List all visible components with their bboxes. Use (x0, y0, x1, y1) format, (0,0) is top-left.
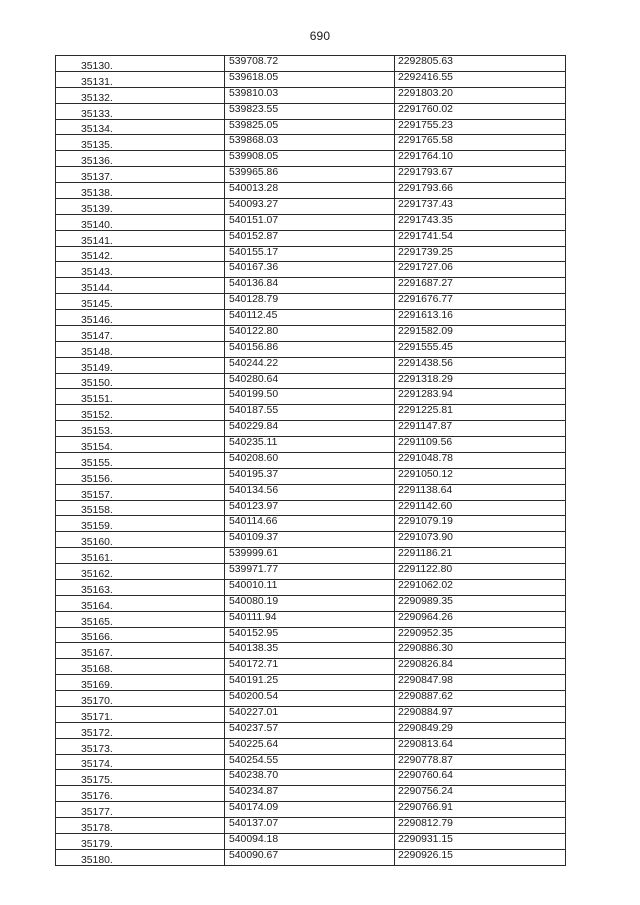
table-row (56, 849, 566, 865)
table-row (56, 643, 566, 659)
table-row (56, 103, 566, 119)
y-coordinate-cell: 2290926.15 (395, 849, 566, 865)
x-coordinate-cell: 540234.87 (225, 786, 395, 802)
point-number-cell: 35168. (56, 659, 225, 675)
x-coordinate-cell: 540080.19 (225, 595, 395, 611)
point-number-cell: 35147. (56, 325, 225, 341)
x-coordinate-cell: 540155.17 (225, 246, 395, 262)
point-number-cell: 35141. (56, 230, 225, 246)
x-coordinate-cell: 540280.64 (225, 373, 395, 389)
y-coordinate-cell: 2290886.30 (395, 643, 566, 659)
x-coordinate-cell: 539971.77 (225, 564, 395, 580)
table-body (56, 56, 566, 866)
y-coordinate-cell: 2291048.78 (395, 452, 566, 468)
y-coordinate-cell: 2291582.09 (395, 325, 566, 341)
y-coordinate-cell: 2291793.66 (395, 183, 566, 199)
y-coordinate-cell: 2291283.94 (395, 389, 566, 405)
y-coordinate-cell: 2291318.29 (395, 373, 566, 389)
y-coordinate-cell: 2290884.97 (395, 706, 566, 722)
y-coordinate-cell: 2291737.43 (395, 198, 566, 214)
table-row (56, 833, 566, 849)
table-row (56, 71, 566, 87)
table-row (56, 706, 566, 722)
y-coordinate-cell: 2291739.25 (395, 246, 566, 262)
point-number-cell: 35179. (56, 833, 225, 849)
x-coordinate-cell: 539618.05 (225, 71, 395, 87)
point-number-cell: 35146. (56, 310, 225, 326)
y-coordinate-cell: 2291438.56 (395, 357, 566, 373)
y-coordinate-cell: 2290812.79 (395, 818, 566, 834)
table-row (56, 754, 566, 770)
x-coordinate-cell: 540237.57 (225, 722, 395, 738)
point-number-cell: 35142. (56, 246, 225, 262)
table-row (56, 151, 566, 167)
point-number-cell: 35130. (56, 56, 225, 72)
table-row (56, 325, 566, 341)
x-coordinate-cell: 540134.56 (225, 484, 395, 500)
x-coordinate-cell: 540137.07 (225, 818, 395, 834)
y-coordinate-cell: 2290887.62 (395, 691, 566, 707)
y-coordinate-cell: 2290766.91 (395, 802, 566, 818)
table-row (56, 579, 566, 595)
table-row (56, 500, 566, 516)
x-coordinate-cell: 540013.28 (225, 183, 395, 199)
coordinates-table (55, 55, 566, 866)
x-coordinate-cell: 540094.18 (225, 833, 395, 849)
point-number-cell: 35133. (56, 103, 225, 119)
x-coordinate-cell: 540122.80 (225, 325, 395, 341)
x-coordinate-cell: 540093.27 (225, 198, 395, 214)
y-coordinate-cell: 2291122.80 (395, 564, 566, 580)
table-row (56, 468, 566, 484)
point-number-cell: 35164. (56, 595, 225, 611)
point-number-cell: 35159. (56, 516, 225, 532)
table-row (56, 818, 566, 834)
y-coordinate-cell: 2290813.64 (395, 738, 566, 754)
y-coordinate-cell: 2290989.35 (395, 595, 566, 611)
y-coordinate-cell: 2290847.98 (395, 675, 566, 691)
table-row (56, 246, 566, 262)
point-number-cell: 35135. (56, 135, 225, 151)
x-coordinate-cell: 540123.97 (225, 500, 395, 516)
point-number-cell: 35172. (56, 722, 225, 738)
point-number-cell: 35157. (56, 484, 225, 500)
point-number-cell: 35165. (56, 611, 225, 627)
y-coordinate-cell: 2291138.64 (395, 484, 566, 500)
page-number: 690 (309, 29, 331, 43)
table-row (56, 214, 566, 230)
point-number-cell: 35173. (56, 738, 225, 754)
table-row (56, 548, 566, 564)
point-number-cell: 35167. (56, 643, 225, 659)
point-number-cell: 35169. (56, 675, 225, 691)
x-coordinate-cell: 540172.71 (225, 659, 395, 675)
x-coordinate-cell: 540136.84 (225, 278, 395, 294)
table-row (56, 167, 566, 183)
point-number-cell: 35140. (56, 214, 225, 230)
y-coordinate-cell: 2292805.63 (395, 56, 566, 72)
table-row (56, 722, 566, 738)
x-coordinate-cell: 540229.84 (225, 421, 395, 437)
point-number-cell: 35143. (56, 262, 225, 278)
x-coordinate-cell: 540191.25 (225, 675, 395, 691)
x-coordinate-cell: 540010.11 (225, 579, 395, 595)
y-coordinate-cell: 2291109.56 (395, 437, 566, 453)
x-coordinate-cell: 540187.55 (225, 405, 395, 421)
y-coordinate-cell: 2290931.15 (395, 833, 566, 849)
y-coordinate-cell: 2291793.67 (395, 167, 566, 183)
x-coordinate-cell: 540200.54 (225, 691, 395, 707)
y-coordinate-cell: 2291062.02 (395, 579, 566, 595)
point-number-cell: 35176. (56, 786, 225, 802)
x-coordinate-cell: 540128.79 (225, 294, 395, 310)
table-row (56, 183, 566, 199)
table-row (56, 56, 566, 72)
table-row (56, 484, 566, 500)
y-coordinate-cell: 2291079.19 (395, 516, 566, 532)
y-coordinate-cell: 2291555.45 (395, 341, 566, 357)
x-coordinate-cell: 540225.64 (225, 738, 395, 754)
point-number-cell: 35151. (56, 389, 225, 405)
table-row (56, 262, 566, 278)
point-number-cell: 35148. (56, 341, 225, 357)
table-row (56, 87, 566, 103)
point-number-cell: 35175. (56, 770, 225, 786)
x-coordinate-cell: 539965.86 (225, 167, 395, 183)
y-coordinate-cell: 2292416.55 (395, 71, 566, 87)
y-coordinate-cell: 2291741.54 (395, 230, 566, 246)
point-number-cell: 35155. (56, 452, 225, 468)
point-number-cell: 35171. (56, 706, 225, 722)
y-coordinate-cell: 2290756.24 (395, 786, 566, 802)
x-coordinate-cell: 539708.72 (225, 56, 395, 72)
table-row (56, 405, 566, 421)
y-coordinate-cell: 2291676.77 (395, 294, 566, 310)
y-coordinate-cell: 2290952.35 (395, 627, 566, 643)
table-row (56, 135, 566, 151)
table-row (56, 675, 566, 691)
point-number-cell: 35150. (56, 373, 225, 389)
point-number-cell: 35162. (56, 564, 225, 580)
table-row (56, 357, 566, 373)
x-coordinate-cell: 540244.22 (225, 357, 395, 373)
table-row (56, 294, 566, 310)
point-number-cell: 35178. (56, 818, 225, 834)
table-row (56, 278, 566, 294)
point-number-cell: 35166. (56, 627, 225, 643)
table-row (56, 738, 566, 754)
point-number-cell: 35139. (56, 198, 225, 214)
point-number-cell: 35145. (56, 294, 225, 310)
point-number-cell: 35153. (56, 421, 225, 437)
point-number-cell: 35138. (56, 183, 225, 199)
y-coordinate-cell: 2290849.29 (395, 722, 566, 738)
y-coordinate-cell: 2291687.27 (395, 278, 566, 294)
x-coordinate-cell: 540156.86 (225, 341, 395, 357)
y-coordinate-cell: 2290778.87 (395, 754, 566, 770)
point-number-cell: 35163. (56, 579, 225, 595)
x-coordinate-cell: 540174.09 (225, 802, 395, 818)
x-coordinate-cell: 539823.55 (225, 103, 395, 119)
point-number-cell: 35131. (56, 71, 225, 87)
point-number-cell: 35132. (56, 87, 225, 103)
table-row (56, 564, 566, 580)
point-number-cell: 35149. (56, 357, 225, 373)
y-coordinate-cell: 2291613.16 (395, 310, 566, 326)
x-coordinate-cell: 540254.55 (225, 754, 395, 770)
x-coordinate-cell: 539908.05 (225, 151, 395, 167)
point-number-cell: 35158. (56, 500, 225, 516)
table-row (56, 230, 566, 246)
x-coordinate-cell: 540112.45 (225, 310, 395, 326)
table-row (56, 198, 566, 214)
point-number-cell: 35134. (56, 119, 225, 135)
table-row (56, 341, 566, 357)
table-row (56, 452, 566, 468)
x-coordinate-cell: 540235.11 (225, 437, 395, 453)
table-row (56, 310, 566, 326)
point-number-cell: 35156. (56, 468, 225, 484)
point-number-cell: 35170. (56, 691, 225, 707)
table-row (56, 389, 566, 405)
point-number-cell: 35137. (56, 167, 225, 183)
y-coordinate-cell: 2291743.35 (395, 214, 566, 230)
table-row (56, 119, 566, 135)
point-number-cell: 35154. (56, 437, 225, 453)
table-row (56, 437, 566, 453)
point-number-cell: 35174. (56, 754, 225, 770)
x-coordinate-cell: 540090.67 (225, 849, 395, 865)
table-row (56, 516, 566, 532)
x-coordinate-cell: 539999.61 (225, 548, 395, 564)
table-row (56, 421, 566, 437)
table-row (56, 770, 566, 786)
y-coordinate-cell: 2291142.60 (395, 500, 566, 516)
table-row (56, 786, 566, 802)
y-coordinate-cell: 2291764.10 (395, 151, 566, 167)
x-coordinate-cell: 540138.35 (225, 643, 395, 659)
y-coordinate-cell: 2291727.06 (395, 262, 566, 278)
y-coordinate-cell: 2291225.81 (395, 405, 566, 421)
y-coordinate-cell: 2291760.02 (395, 103, 566, 119)
point-number-cell: 35152. (56, 405, 225, 421)
point-number-cell: 35136. (56, 151, 225, 167)
x-coordinate-cell: 540227.01 (225, 706, 395, 722)
y-coordinate-cell: 2290826.84 (395, 659, 566, 675)
table-row (56, 691, 566, 707)
y-coordinate-cell: 2291755.23 (395, 119, 566, 135)
y-coordinate-cell: 2291073.90 (395, 532, 566, 548)
table-row (56, 532, 566, 548)
x-coordinate-cell: 539868.03 (225, 135, 395, 151)
x-coordinate-cell: 540114.66 (225, 516, 395, 532)
y-coordinate-cell: 2291803.20 (395, 87, 566, 103)
table-row (56, 595, 566, 611)
point-number-cell: 35161. (56, 548, 225, 564)
x-coordinate-cell: 539825.05 (225, 119, 395, 135)
table-row (56, 611, 566, 627)
x-coordinate-cell: 539810.03 (225, 87, 395, 103)
x-coordinate-cell: 540199.50 (225, 389, 395, 405)
x-coordinate-cell: 540152.95 (225, 627, 395, 643)
y-coordinate-cell: 2290760.64 (395, 770, 566, 786)
y-coordinate-cell: 2291186.21 (395, 548, 566, 564)
x-coordinate-cell: 540152.87 (225, 230, 395, 246)
x-coordinate-cell: 540109.37 (225, 532, 395, 548)
table-row (56, 659, 566, 675)
point-number-cell: 35177. (56, 802, 225, 818)
y-coordinate-cell: 2291050.12 (395, 468, 566, 484)
x-coordinate-cell: 540195.37 (225, 468, 395, 484)
table-row (56, 373, 566, 389)
y-coordinate-cell: 2291147.87 (395, 421, 566, 437)
point-number-cell: 35160. (56, 532, 225, 548)
y-coordinate-cell: 2291765.58 (395, 135, 566, 151)
x-coordinate-cell: 540151.07 (225, 214, 395, 230)
x-coordinate-cell: 540238.70 (225, 770, 395, 786)
table-row (56, 802, 566, 818)
y-coordinate-cell: 2290964.26 (395, 611, 566, 627)
x-coordinate-cell: 540111.94 (225, 611, 395, 627)
x-coordinate-cell: 540208.60 (225, 452, 395, 468)
x-coordinate-cell: 540167.36 (225, 262, 395, 278)
table-row (56, 627, 566, 643)
point-number-cell: 35180. (56, 849, 225, 865)
point-number-cell: 35144. (56, 278, 225, 294)
